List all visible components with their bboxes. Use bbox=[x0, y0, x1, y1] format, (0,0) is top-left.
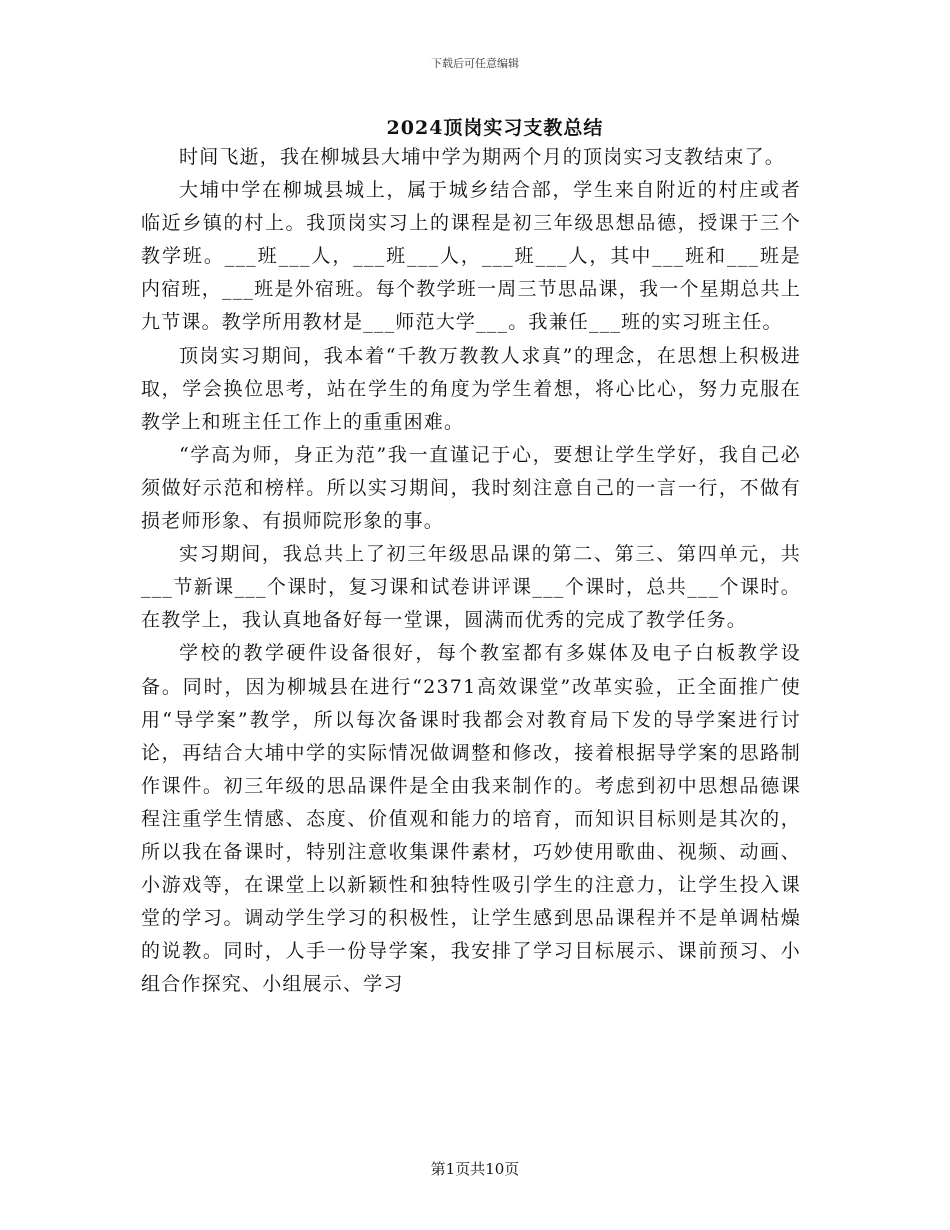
paragraph: 学校的教学硬件设备很好，每个教室都有多媒体及电子白板教学设备。同时，因为柳城县在进行“2371高效课堂”改革实验，正全面推广使用“导学案”教学，所以每次备课时我都会对教育局下发的导学案进行讨论，再结合大埔中学的实际情况做调整和修改，接着根据导学案的思路制作课件。初三年级的思品课件是全由我来制作的。考虑到初中思想品德课程注重学生情感、态度、价值观和能力的培育，而知识目标则是其次的，所以我在备课时，特别注意收集课件素材，巧妙使用歌曲、视频、动画、小游戏等，在课堂上以新颖性和独特性吸引学生的注意力，让学生投入课堂的学习。调动学生学习的积极性，让学生感到思品课程并不是单调枯燥的说教。同时，人手一份导学案，我安排了学习目标展示、课前预习、小组合作探究、小组展示、学习 bbox=[141, 642, 801, 996]
document-body bbox=[141, 141, 801, 1001]
paragraph: “学高为师，身正为范”我一直谨记于心，要想让学生学好，我自己必须做好示范和榜样。所以实习期间，我时刻注意自己的一言一行，不做有损老师形象、有损师院形象的事。 bbox=[141, 443, 801, 533]
paragraph: 时间飞逝，我在柳城县大埔中学为期两个月的顶岗实习支教结束了。 bbox=[179, 146, 786, 168]
page-number: 第1页共10页 bbox=[430, 1160, 520, 1178]
paragraph: 大埔中学在柳城县城上，属于城乡结合部，学生来自附近的村庄或者临近乡镇的村上。我顶岗实习上的课程是初三年级思想品德，授课于三个教学班。___班___人，___班___人，___班___人，其中___班和___班是内宿班，___班是外宿班。每个教学班一周三节思品课，我一个星期总共上九节课。教学所用教材是___师范大学___。我兼任___班的实习班主任。 bbox=[141, 179, 801, 334]
document-title: 2024顶岗实习支教总结 bbox=[386, 117, 604, 139]
header-note: 下载后可任意编辑 bbox=[431, 57, 519, 70]
paragraph: 实习期间，我总共上了初三年级思品课的第二、第三、第四单元，共___节新课___个课时，复习课和试卷讲评课___个课时，总共___个课时。在教学上，我认真地备好每一堂课，圆满而优秀的完成了教学任务。 bbox=[141, 543, 801, 632]
paragraph: 顶岗实习期间，我本着“千教万教教人求真”的理念，在思想上积极进取，学会换位思考，站在学生的角度为学生着想，将心比心，努力克服在教学上和班主任工作上的重重困难。 bbox=[141, 344, 801, 433]
